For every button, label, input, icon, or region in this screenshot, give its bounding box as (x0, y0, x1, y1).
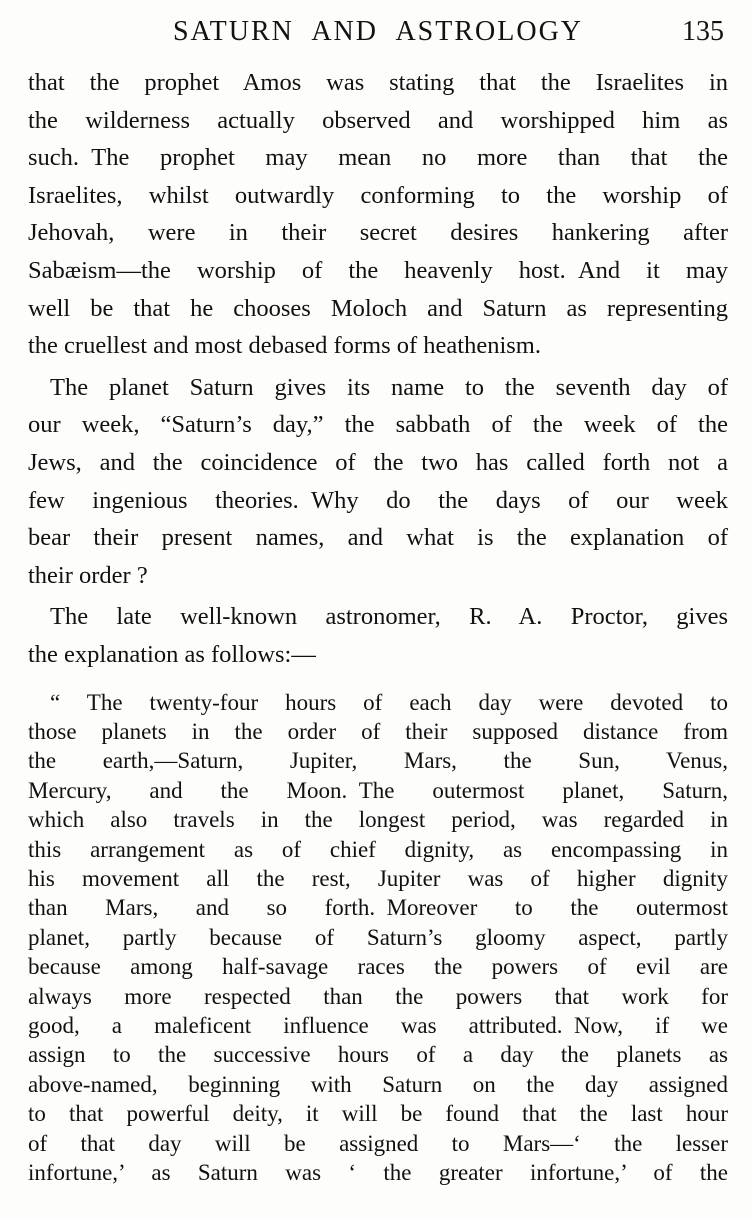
text-line: the wilderness actually observed and worshipped him as (28, 106, 728, 134)
text-line: because among half-savage races the powers of evil are (28, 954, 728, 980)
text-line: Mercury, and the Moon. The outermost planet, Saturn, (28, 777, 728, 803)
running-head (28, 16, 728, 50)
text-line: good, a maleficent influence was attributed. Now, if we (28, 1012, 728, 1038)
text-line: The planet Saturn gives its name to the seventh day of (50, 373, 728, 401)
text-line: which also travels in the longest period, was regarded in (28, 807, 728, 833)
page-number: 135 (682, 16, 724, 47)
text-line: above-named, beginning with Saturn on the day assigned (28, 1071, 728, 1097)
page-body (28, 64, 728, 1187)
paragraph (28, 64, 728, 365)
text-line: to that powerful deity, it will be found that the last hour (28, 1101, 728, 1127)
text-line: The late well-known astronomer, R. A. Proctor, gives (50, 603, 728, 631)
text-line: few ingenious theories. Why do the days of our week (28, 486, 728, 514)
text-line: of that day will be assigned to Mars—‘ the lesser (28, 1130, 728, 1156)
paragraph (28, 688, 728, 1188)
text-line: than Mars, and so forth. Moreover to the outermost (28, 895, 728, 921)
text-line: this arrangement as of chief dignity, as encompassing in (28, 836, 728, 862)
text-line: Jehovah, were in their secret desires hankering after (28, 219, 728, 247)
text-line: our week, “Saturn’s day,” the sabbath of the week of the (28, 411, 728, 439)
text-line: those planets in the order of their supposed distance from (28, 718, 728, 744)
text-line: always more respected than the powers that work for (28, 983, 728, 1009)
text-line: infortune,’ as Saturn was ‘ the greater infortune,’ of the (28, 1160, 728, 1185)
text-line: that the prophet Amos was stating that the Israelites in (28, 69, 728, 96)
text-line: such. The prophet may mean no more than that the (28, 144, 728, 172)
text-line: the cruellest and most debased forms of heathenism. (28, 332, 541, 360)
text-line: their order ? (28, 561, 148, 589)
text-line: “ The twenty-four hours of each day were devoted to (50, 689, 728, 715)
text-line: assign to the successive hours of a day the planets as (28, 1042, 728, 1068)
text-line: the explanation as follows:— (28, 640, 316, 668)
page-title: SATURN AND ASTROLOGY (172, 16, 584, 47)
paragraph (28, 598, 728, 673)
text-line: planet, partly because of Saturn’s gloomy aspect, partly (28, 924, 728, 950)
text-line: the earth,—Saturn, Jupiter, Mars, the Sun, Venus, (28, 748, 728, 774)
text-line: his movement all the rest, Jupiter was of higher dignity (28, 865, 728, 891)
paragraph (28, 369, 728, 595)
text-line: Sabæism—the worship of the heavenly host. And it may (28, 256, 728, 284)
text-line: well be that he chooses Moloch and Saturn as representing (28, 294, 728, 322)
text-line: bear their present names, and what is the explanation of (28, 524, 728, 552)
text-line: Israelites, whilst outwardly conforming to the worship of (28, 181, 728, 209)
text-line: Jews, and the coincidence of the two has called forth not a (28, 448, 728, 476)
